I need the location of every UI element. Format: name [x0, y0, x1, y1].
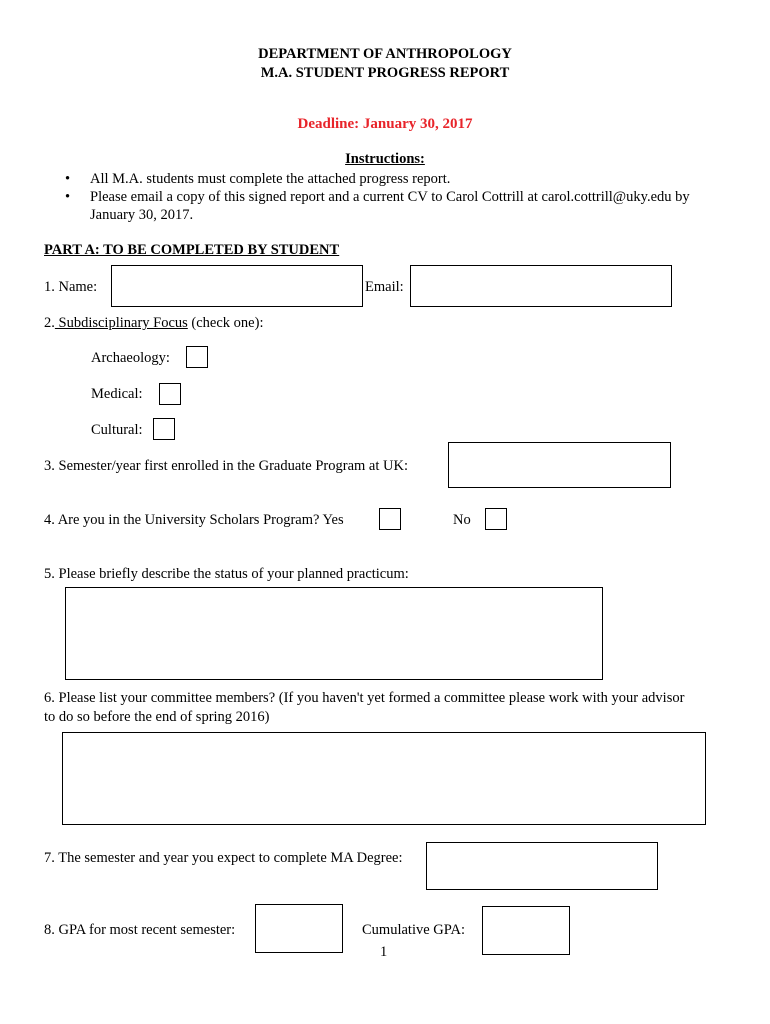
cultural-label: Cultural:: [91, 422, 143, 438]
archaeology-label: Archaeology:: [91, 350, 170, 366]
bullet-icon: •: [65, 189, 71, 205]
instruction-item: • Please email a copy of this signed report and a current CV to Carol Cottrill at carol.cottrill@uky.edu by January 30, 2017.: [65, 189, 690, 223]
cumulative-gpa-field[interactable]: [482, 906, 570, 955]
practicum-textarea[interactable]: [65, 587, 603, 680]
instruction-item: • All M.A. students must complete the attached progress report.: [65, 171, 451, 187]
scholars-program-label: 4. Are you in the University Scholars Program? Yes: [44, 512, 344, 528]
deadline-notice: Deadline: January 30, 2017: [297, 116, 473, 132]
document-title: DEPARTMENT OF ANTHROPOLOGY: [258, 46, 512, 62]
cultural-checkbox[interactable]: [153, 418, 175, 440]
medical-label: Medical:: [91, 386, 143, 402]
name-field[interactable]: [111, 265, 363, 307]
subdiscipline-question: 2. Subdisciplinary Focus (check one):: [44, 315, 264, 331]
recent-gpa-label: 8. GPA for most recent semester:: [44, 922, 236, 938]
document-subtitle: M.A. STUDENT PROGRESS REPORT: [260, 65, 510, 81]
enrolled-semester-label: 3. Semester/year first enrolled in the Graduate Program at UK:: [44, 458, 408, 474]
name-label: 1. Name:: [44, 279, 98, 295]
recent-gpa-field[interactable]: [255, 904, 343, 953]
practicum-label: 5. Please briefly describe the status of your planned practicum:: [44, 566, 409, 582]
part-a-heading: PART A: TO BE COMPLETED BY STUDENT: [44, 242, 340, 258]
cumulative-gpa-label: Cumulative GPA:: [362, 922, 465, 938]
archaeology-checkbox[interactable]: [186, 346, 208, 368]
completion-semester-label: 7. The semester and year you expect to complete MA Degree:: [44, 850, 403, 866]
email-field[interactable]: [410, 265, 672, 307]
bullet-icon: •: [65, 171, 71, 187]
enrolled-semester-field[interactable]: [448, 442, 671, 488]
scholars-no-checkbox[interactable]: [485, 508, 507, 530]
scholars-no-label: No: [453, 512, 471, 528]
email-label: Email:: [365, 279, 404, 295]
scholars-yes-checkbox[interactable]: [379, 508, 401, 530]
committee-textarea[interactable]: [62, 732, 706, 825]
medical-checkbox[interactable]: [159, 383, 181, 405]
page-number: 1: [380, 944, 388, 960]
instructions-title: Instructions:: [345, 151, 425, 167]
committee-question-line2: to do so before the end of spring 2016): [44, 709, 270, 725]
completion-semester-field[interactable]: [426, 842, 658, 890]
instructions-list: [58, 170, 760, 224]
committee-question-line1: 6. Please list your committee members? (If you haven't yet formed a committee please work with your advisor: [44, 690, 685, 706]
